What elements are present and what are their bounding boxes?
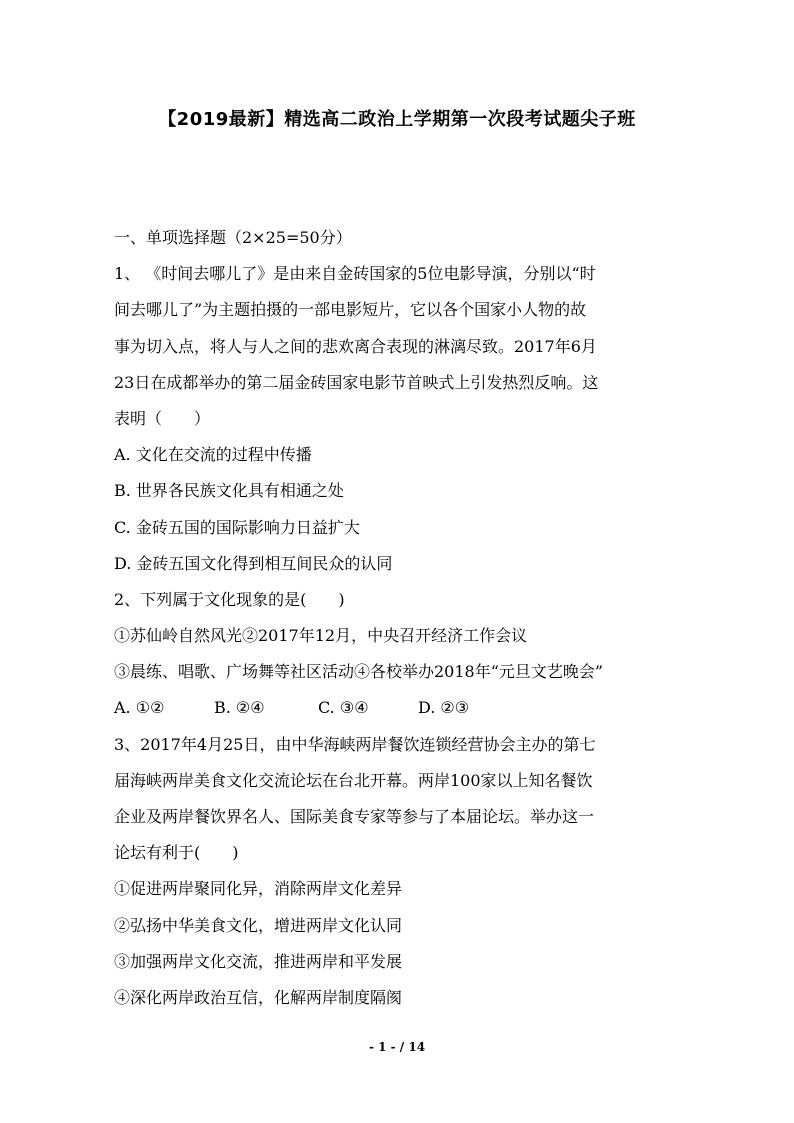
question-3-line: 3、2017年4月25日，由中华海峡两岸餐饮连锁经营协会主办的第七 [114,734,596,754]
question-2-item: ③晨练、唱歌、广场舞等社区活动④各校举办2018年“元旦文艺晚会” [114,662,604,682]
question-2-item: ①苏仙岭自然风光②2017年12月，中央召开经济工作会议 [114,626,528,646]
page-title: 【2019最新】精选高二政治上学期第一次段考试题尖子班 [158,109,636,130]
exam-body [114,220,684,1016]
question-1-line: 事为切入点，将人与人之间的悲欢离合表现的淋漓尽致。2017年6月 [114,336,597,356]
question-1-line: 间去哪儿了”为主题拍摄的一部电影短片，它以各个国家小人物的故 [114,300,587,320]
question-1-line: 表明（ ） [114,408,211,428]
question-1-option-b: B. 世界各民族文化具有相通之处 [114,481,344,501]
question-1-option-c: C. 金砖五国的国际影响力日益扩大 [114,517,360,537]
question-1-line: 23日在成都举办的第二届金砖国家电影节首映式上引发热烈反响。这 [114,372,599,392]
page-number: - 1 - / 14 [368,1040,426,1054]
question-1-option-a: A. 文化在交流的过程中传播 [114,445,312,465]
question-2-option-d: D. ②③ [418,698,470,718]
question-2-option-a: A. ①② [114,698,165,718]
question-2-option-b: B. ②④ [214,698,265,718]
question-3-line: 企业及两岸餐饮界名人、国际美食专家等参与了本届论坛。举办这一 [114,807,595,826]
question-2-option-c: C. ③④ [318,698,369,718]
question-3-item: ①促进两岸聚同化异，消除两岸文化差异 [114,879,403,899]
question-3-item: ④深化两岸政治互信，化解两岸制度隔阂 [114,987,403,1007]
question-3-line: 论坛有利于( ) [114,843,239,863]
question-3-line: 届海峡两岸美食文化交流论坛在台北开幕。两岸100家以上知名餐饮 [114,770,593,790]
question-3-item: ③加强两岸文化交流，推进两岸和平发展 [114,951,403,971]
section-heading: 一、单项选择题（2×25=50分） [114,228,352,247]
question-3-item: ②弘扬中华美食文化，增进两岸文化认同 [114,915,403,935]
question-1-option-d: D. 金砖五国文化得到相互间民众的认同 [114,553,393,573]
question-1-line: 1、 《时间去哪儿了》是由来自金砖国家的5位电影导演，分别以“时 [114,264,596,284]
question-2-stem: 2、下列属于文化现象的是( ) [114,589,345,609]
question-2-options [114,690,684,726]
